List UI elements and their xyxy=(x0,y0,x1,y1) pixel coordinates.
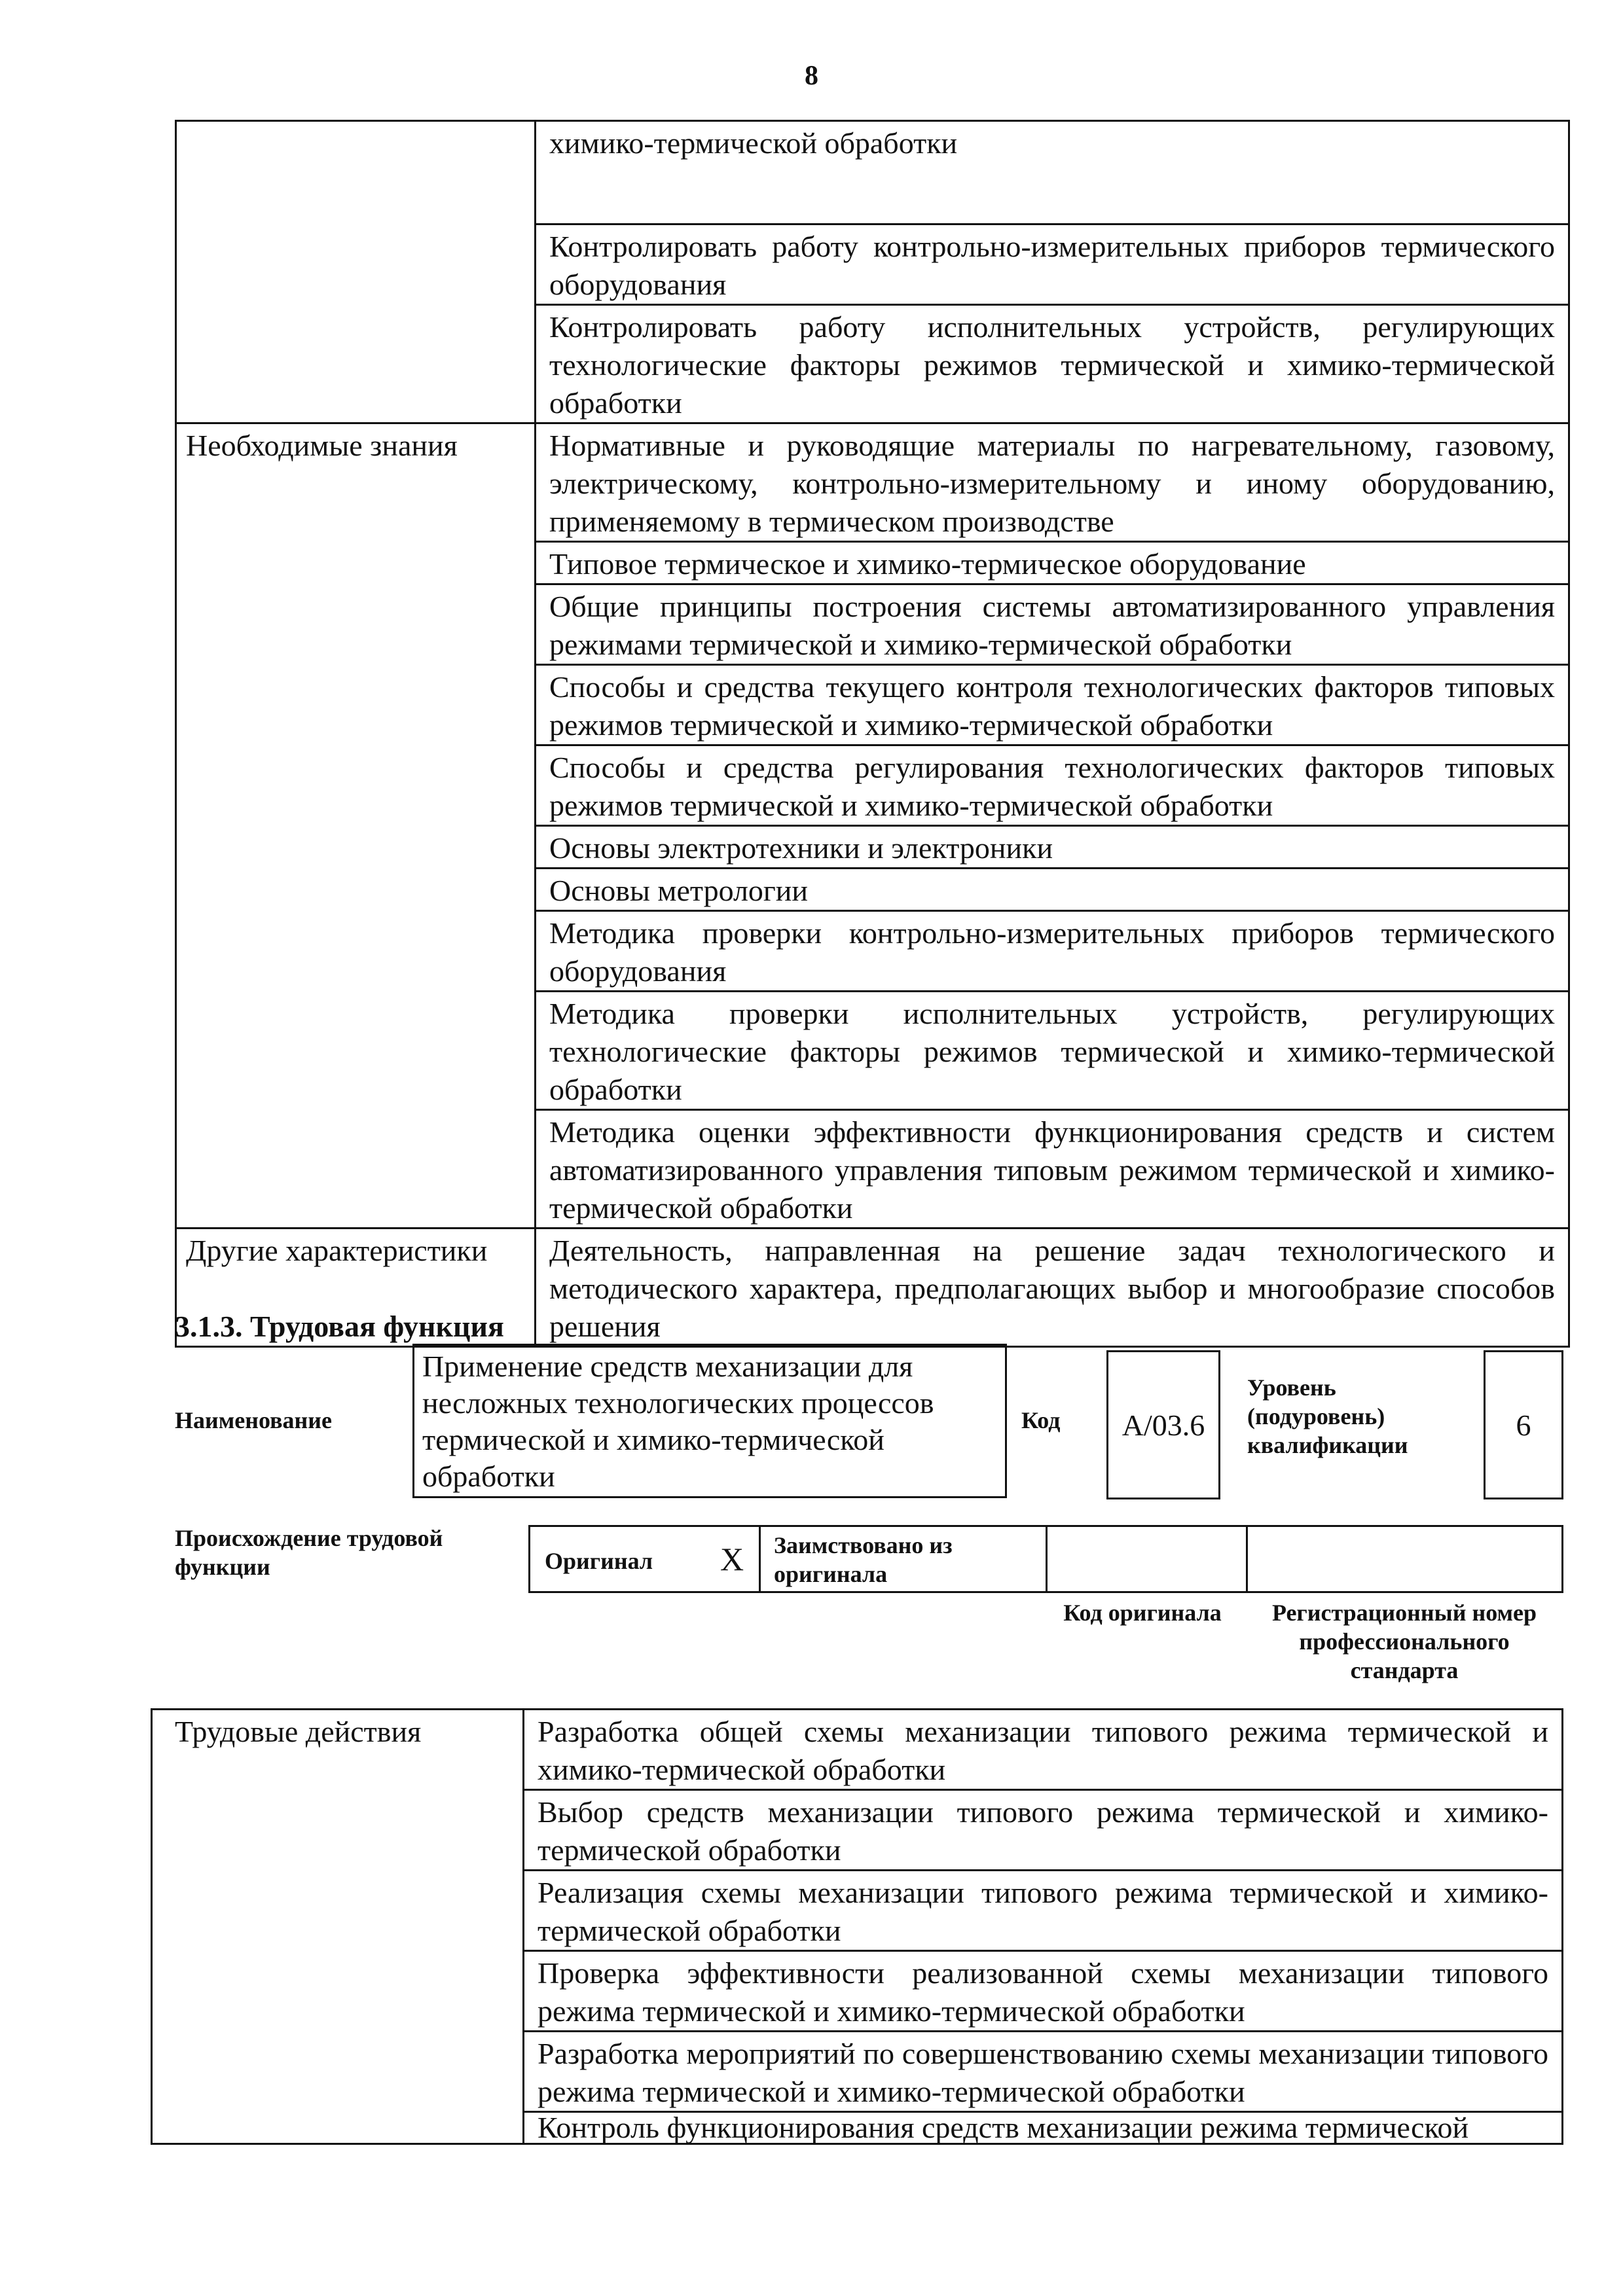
table-cell-right: Проверка эффективности реализованной схемы механизации типового режима термической и химико-термической обработки xyxy=(524,1951,1563,2032)
table-cell-right: Выбор средств механизации типового режима термической и химико-термической обработки xyxy=(524,1790,1563,1871)
table-cell-right: Разработка мероприятий по совершенствованию схемы механизации типового режима термической и химико-термической обработки xyxy=(524,2032,1563,2112)
origin-box xyxy=(528,1525,1563,1593)
level-value-box xyxy=(1484,1350,1563,1499)
table-row xyxy=(152,1710,1563,1790)
table-cell-right: Методика проверки исполнительных устройств, регулирующих технологические факторы режимов термической и химико-термической обработки xyxy=(536,992,1569,1110)
level-label: Уровень (подуровень) квалификации xyxy=(1247,1374,1408,1458)
reg-number-caption: Регистрационный номер профессионального стандарта xyxy=(1271,1600,1537,1683)
original-mark: Х xyxy=(720,1541,744,1577)
table-cell-right: Основы метрологии xyxy=(536,869,1569,911)
borrowed-label: Заимствовано из оригинала xyxy=(774,1532,953,1587)
table-cell-right: Контроль функционирования средств механизации режима термической xyxy=(524,2112,1563,2144)
divider xyxy=(759,1527,761,1591)
labor-actions-table xyxy=(151,1708,1563,2145)
knowledge-table xyxy=(175,120,1570,1348)
divider xyxy=(1046,1527,1048,1591)
section-title: 3.1.3. Трудовая функция xyxy=(175,1310,504,1343)
table-cell-right: Нормативные и руководящие материалы по нагревательному, газовому, электрическому, контрольно-измерительному и иному оборудованию, применяемому в термическом производстве xyxy=(536,423,1569,542)
table-cell-right: Общие принципы построения системы автоматизированного управления режимами термической и химико-термической обработки xyxy=(536,584,1569,665)
table-cell-right: Контролировать работу контрольно-измерительных приборов термического оборудования xyxy=(536,224,1569,305)
table-cell-right: Типовое термическое и химико-термическое оборудование xyxy=(536,542,1569,584)
code-value-box xyxy=(1106,1350,1220,1499)
required-knowledge-label: Необходимые знания xyxy=(176,423,536,1229)
divider xyxy=(1246,1527,1248,1591)
code-original-caption: Код оригинала xyxy=(1063,1600,1222,1626)
table-row xyxy=(176,121,1569,224)
table-cell-right: Методика оценки эффективности функционирования средств и систем автоматизированного управления типовым режимом термической и химико-термической обработки xyxy=(536,1110,1569,1229)
table-cell-right: Деятельность, направленная на решение задач технологического и методического характера, предполагающих выбор и многообразие способов решения xyxy=(536,1229,1569,1347)
table-cell-left xyxy=(176,121,536,423)
table-cell-right: Способы и средства регулирования технологических факторов типовых режимов термической и химико-термической обработки xyxy=(536,745,1569,826)
table-cell-right: Контролировать работу исполнительных устройств, регулирующих технологические факторы режимов термической и химико-термической обработки xyxy=(536,305,1569,423)
level-value: 6 xyxy=(1516,1408,1531,1442)
table-cell-right: Методика проверки контрольно-измерительных приборов термического оборудования xyxy=(536,911,1569,992)
other-characteristics-label: Другие характеристики xyxy=(176,1229,536,1347)
origin-label: Происхождение трудовой функции xyxy=(175,1525,443,1580)
table-cell-right: Разработка общей схемы механизации типового режима термической и химико-термической обработки xyxy=(524,1710,1563,1790)
table-cell-right: Основы электротехники и электроники xyxy=(536,826,1569,869)
name-label: Наименование xyxy=(175,1407,332,1433)
table-cell-right: Способы и средства текущего контроля технологических факторов типовых режимов термической и химико-термической обработки xyxy=(536,665,1569,745)
function-name-box xyxy=(412,1344,1007,1498)
table-cell-right: химико-термической обработки xyxy=(536,121,1569,224)
code-value: А/03.6 xyxy=(1122,1408,1205,1442)
code-label: Код xyxy=(1021,1407,1061,1433)
page-number: 8 xyxy=(805,61,818,91)
table-row xyxy=(176,423,1569,542)
original-label: Оригинал xyxy=(545,1548,653,1574)
labor-actions-label: Трудовые действия xyxy=(152,1710,524,2144)
function-name-value: Применение средств механизации для несложных технологических процессов термической и химико-термической обработки xyxy=(422,1350,934,1493)
table-cell-right: Реализация схемы механизации типового режима термической и химико-термической обработки xyxy=(524,1871,1563,1951)
